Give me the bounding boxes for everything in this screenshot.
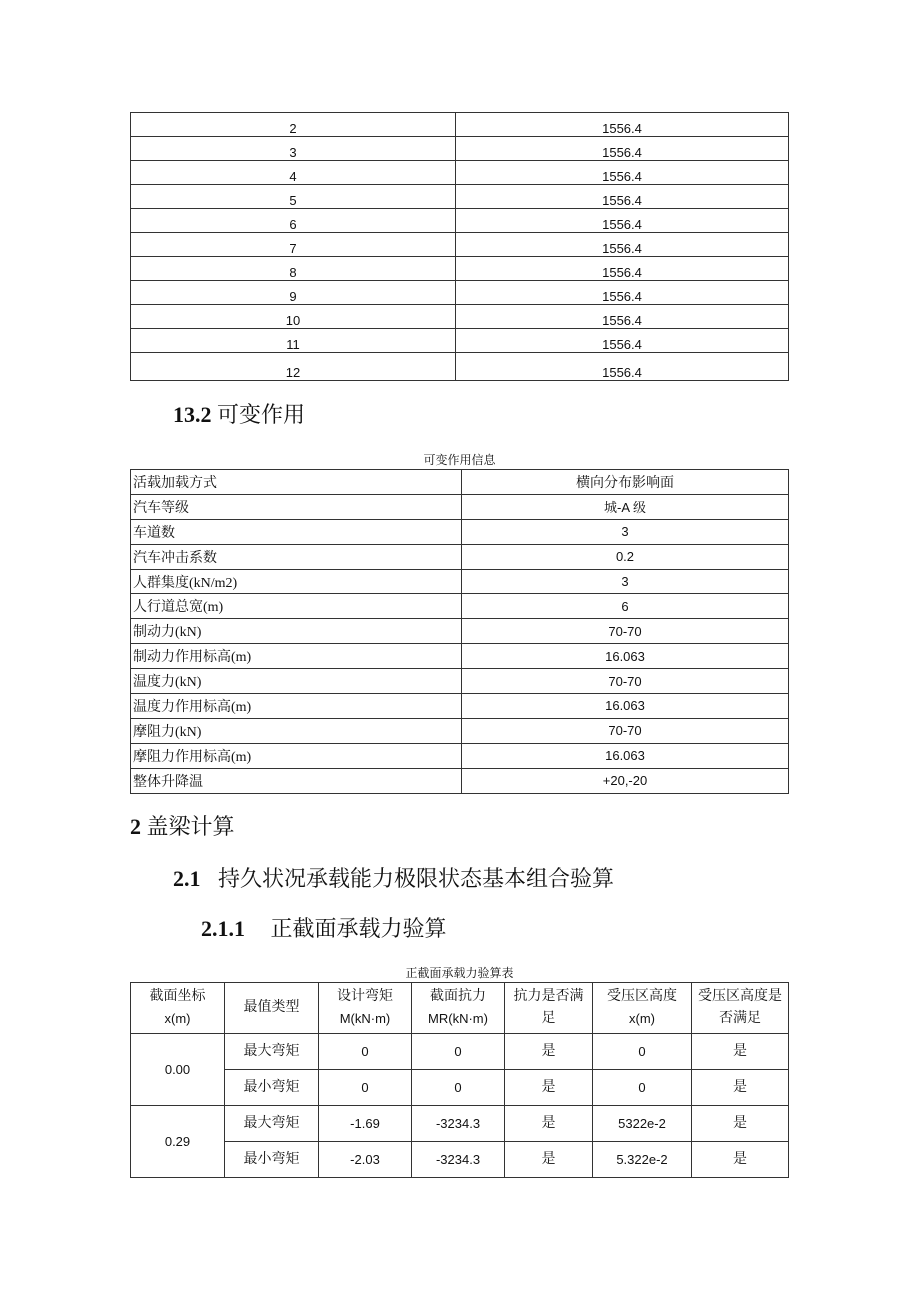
row-value: 1556.4 [456, 113, 789, 137]
row-value: 0.2 [462, 544, 789, 569]
cell-ok: 是 [505, 1070, 593, 1106]
table-row [131, 1034, 789, 1070]
cell-moment: -1.69 [319, 1106, 412, 1142]
table-row [131, 619, 789, 644]
table-row [131, 743, 789, 768]
row-key: 整体升降温 [131, 768, 462, 793]
section-number: 13.2 [173, 402, 212, 427]
section-heading-2 [130, 810, 235, 841]
section-heading-2-1-1 [201, 912, 447, 943]
table-row [131, 1070, 789, 1106]
cell-x: 0.29 [131, 1106, 225, 1178]
row-value: 3 [462, 569, 789, 594]
header-coord [131, 983, 225, 1034]
header-text: 截面抗力 [430, 988, 486, 1004]
header-height-ok [692, 983, 789, 1034]
section-check-table [130, 982, 789, 1178]
cell-moment: 0 [319, 1070, 412, 1106]
section-number: 2.1.1 [201, 916, 245, 941]
cell-type: 最大弯矩 [225, 1034, 319, 1070]
cell-moment: -2.03 [319, 1142, 412, 1178]
row-id: 9 [131, 281, 456, 305]
row-id: 7 [131, 233, 456, 257]
row-value: 1556.4 [456, 233, 789, 257]
header-resistance-ok [505, 983, 593, 1034]
cell-height-ok: 是 [692, 1142, 789, 1178]
row-key: 活载加载方式 [131, 470, 462, 495]
row-id: 2 [131, 113, 456, 137]
row-id: 4 [131, 161, 456, 185]
load-table [130, 112, 789, 381]
cell-resistance: -3234.3 [412, 1106, 505, 1142]
row-value: 1556.4 [456, 281, 789, 305]
cell-height-ok: 是 [692, 1106, 789, 1142]
row-id: 6 [131, 209, 456, 233]
row-value: 1556.4 [456, 185, 789, 209]
row-value: 16.063 [462, 644, 789, 669]
row-value: +20,-20 [462, 768, 789, 793]
table-row [131, 594, 789, 619]
table-row [131, 257, 789, 281]
header-unit: M(kN·m) [339, 1010, 391, 1026]
section-title: 持久状况承载能力极限状态基本组合验算 [218, 866, 615, 891]
section-heading-2-1 [173, 862, 614, 893]
cell-height: 0 [593, 1034, 692, 1070]
table-row [131, 329, 789, 353]
cell-ok: 是 [505, 1034, 593, 1070]
table-row [131, 233, 789, 257]
check-table-caption: 正截面承载力验算表 [405, 966, 514, 980]
section-number: 2.1 [173, 866, 201, 891]
table-row [131, 544, 789, 569]
cell-x: 0.00 [131, 1034, 225, 1106]
table-row [131, 161, 789, 185]
header-text: 抗力是否满 [513, 989, 584, 1004]
row-key: 汽车等级 [131, 494, 462, 519]
cell-type: 最大弯矩 [225, 1106, 319, 1142]
header-text: 否满足 [719, 1011, 761, 1026]
table-row [131, 113, 789, 137]
row-value: 70-70 [462, 669, 789, 694]
table-row [131, 353, 789, 381]
cell-ok: 是 [505, 1142, 593, 1178]
row-key: 人群集度(kN/m2) [131, 569, 462, 594]
section-title: 可变作用 [217, 402, 306, 427]
table-row [131, 137, 789, 161]
cell-height: 5322e-2 [593, 1106, 692, 1142]
section-title: 正截面承载力验算 [270, 916, 447, 941]
header-text: 受压区高度 [607, 988, 677, 1004]
header-text: 受压区高度是 [698, 989, 782, 1004]
table-row [131, 494, 789, 519]
table-row [131, 281, 789, 305]
table-row [131, 470, 789, 495]
cell-height: 5.322e-2 [593, 1142, 692, 1178]
table-row [131, 694, 789, 719]
variable-actions-table [130, 469, 789, 794]
cell-resistance: -3234.3 [412, 1142, 505, 1178]
table-row [131, 718, 789, 743]
row-key: 车道数 [131, 519, 462, 544]
row-value: 1556.4 [456, 137, 789, 161]
header-unit: x(m) [164, 1010, 191, 1026]
table-row [131, 1142, 789, 1178]
row-key: 摩阻力(kN) [131, 718, 462, 743]
section-heading-13-2 [173, 398, 305, 429]
row-key: 温度力(kN) [131, 669, 462, 694]
row-value: 70-70 [462, 619, 789, 644]
row-value: 16.063 [462, 694, 789, 719]
row-id: 11 [131, 329, 456, 353]
row-value: 1556.4 [456, 305, 789, 329]
row-value: 3 [462, 519, 789, 544]
header-text: 足 [541, 1011, 556, 1026]
row-key: 摩阻力作用标高(m) [131, 743, 462, 768]
section-number: 2 [130, 814, 141, 839]
table-row [131, 768, 789, 793]
row-id: 3 [131, 137, 456, 161]
row-value: 1556.4 [456, 209, 789, 233]
header-unit: x(m) [629, 1010, 655, 1026]
row-key: 制动力(kN) [131, 619, 462, 644]
variable-table-caption: 可变作用信息 [423, 453, 496, 467]
cell-height: 0 [593, 1070, 692, 1106]
cell-ok: 是 [505, 1106, 593, 1142]
table-row [131, 185, 789, 209]
header-moment [319, 983, 412, 1034]
table-header-row [131, 983, 789, 1034]
cell-type: 最小弯矩 [225, 1142, 319, 1178]
row-value: 70-70 [462, 718, 789, 743]
header-type: 最值类型 [225, 983, 319, 1034]
row-key: 温度力作用标高(m) [131, 694, 462, 719]
row-value: 16.063 [462, 743, 789, 768]
row-value: 城-A 级 [462, 494, 789, 519]
cell-resistance: 0 [412, 1034, 505, 1070]
cell-type: 最小弯矩 [225, 1070, 319, 1106]
table-row [131, 519, 789, 544]
header-unit: MR(kN·m) [428, 1010, 488, 1026]
row-key: 制动力作用标高(m) [131, 644, 462, 669]
header-compression-height [593, 983, 692, 1034]
header-text: 截面坐标 [149, 988, 206, 1004]
table-row [131, 1106, 789, 1142]
row-key: 人行道总宽(m) [131, 594, 462, 619]
row-value: 1556.4 [456, 257, 789, 281]
row-id: 10 [131, 305, 456, 329]
cell-moment: 0 [319, 1034, 412, 1070]
row-value: 1556.4 [456, 353, 789, 381]
cell-height-ok: 是 [692, 1034, 789, 1070]
row-value: 1556.4 [456, 161, 789, 185]
header-text: 设计弯矩 [337, 988, 393, 1004]
row-id: 5 [131, 185, 456, 209]
row-value: 横向分布影响面 [462, 470, 789, 495]
row-id: 12 [131, 353, 456, 381]
cell-resistance: 0 [412, 1070, 505, 1106]
section-title: 盖梁计算 [146, 814, 235, 839]
header-resistance [412, 983, 505, 1034]
row-id: 8 [131, 257, 456, 281]
table-row [131, 305, 789, 329]
table-row [131, 669, 789, 694]
row-key: 汽车冲击系数 [131, 544, 462, 569]
row-value: 6 [462, 594, 789, 619]
cell-height-ok: 是 [692, 1070, 789, 1106]
table-row [131, 209, 789, 233]
table-row [131, 569, 789, 594]
table-row [131, 644, 789, 669]
row-value: 1556.4 [456, 329, 789, 353]
